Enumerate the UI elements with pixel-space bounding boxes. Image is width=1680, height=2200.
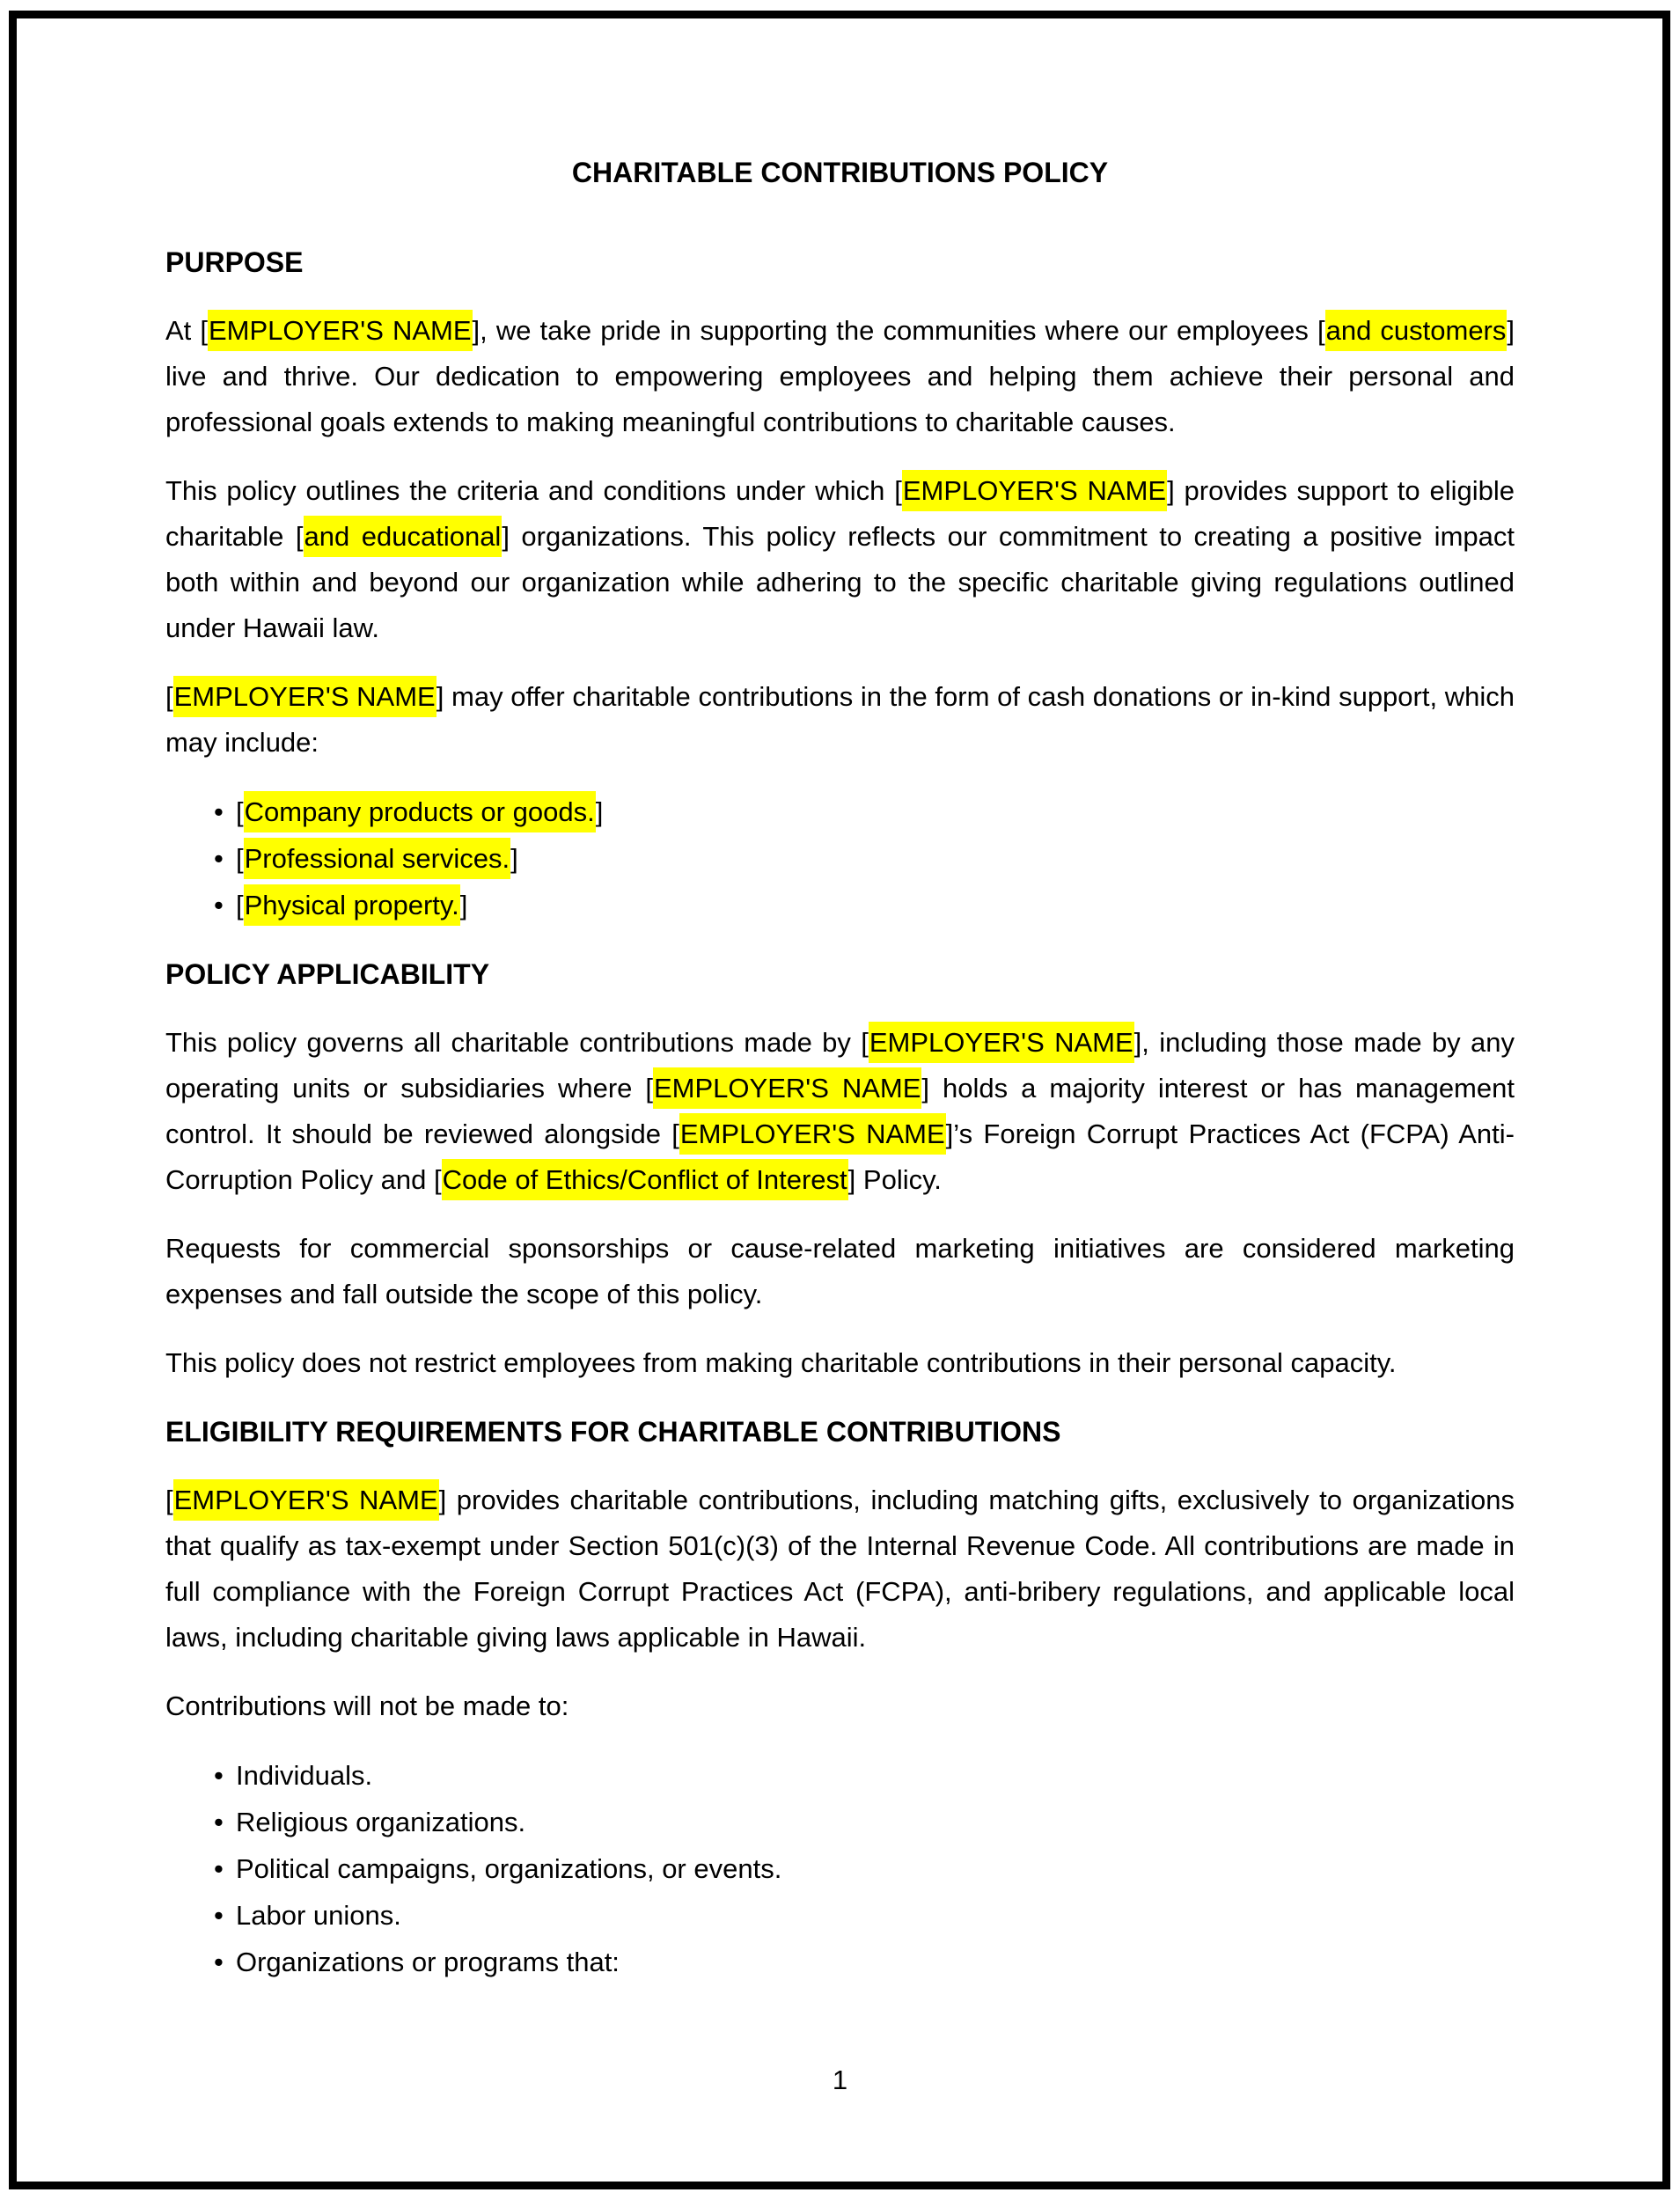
- text-run: ] holds a majority interest or has management control. It should be reviewed alongside [: [165, 1073, 1515, 1149]
- bullet-icon: •: [214, 1760, 224, 1791]
- text-run: At [: [165, 315, 208, 346]
- paragraph: [165, 674, 1515, 766]
- bullet-item: [165, 835, 1515, 882]
- text-run: Religious organizations.: [236, 1807, 526, 1837]
- text-run: ]: [510, 843, 518, 874]
- highlighted-placeholder: Company products or goods.: [244, 791, 596, 832]
- text-run: Individuals.: [236, 1760, 373, 1791]
- highlighted-placeholder: EMPLOYER'S NAME: [208, 310, 473, 351]
- bullet-item: [165, 1845, 1515, 1892]
- paragraph: [165, 468, 1515, 651]
- highlighted-placeholder: and customers: [1325, 310, 1508, 351]
- highlighted-placeholder: EMPLOYER'S NAME: [902, 470, 1167, 511]
- text-run: This policy governs all charitable contributions made by [: [165, 1027, 869, 1058]
- text-run: [: [236, 796, 244, 827]
- text-run: Contributions will not be made to:: [165, 1690, 569, 1721]
- text-run: ] live and thrive. Our dedication to empowering employees and helping them achieve their personal and professional goals extends to making meaningful contributions to charitable causes.: [165, 315, 1515, 437]
- bullet-icon: •: [214, 890, 224, 920]
- bullet-icon: •: [214, 796, 224, 827]
- bullet-icon: •: [214, 1853, 224, 1884]
- text-run: ], we take pride in supporting the communities where our employees [: [472, 315, 1325, 346]
- bullet-item: [165, 788, 1515, 835]
- bullet-item: [165, 882, 1515, 928]
- page-title: CHARITABLE CONTRIBUTIONS POLICY: [571, 157, 1109, 188]
- bullet-item: [165, 1799, 1515, 1845]
- text-run: ] Policy.: [847, 1164, 942, 1195]
- bullet-list: [165, 1752, 1515, 1985]
- text-run: ], including those made by any operating units or subsidiaries where [: [165, 1027, 1515, 1104]
- bullet-item: [165, 1939, 1515, 1985]
- text-run: [: [236, 890, 244, 920]
- section-heading: POLICY APPLICABILITY: [165, 958, 490, 990]
- highlighted-placeholder: EMPLOYER'S NAME: [869, 1022, 1134, 1063]
- bullet-item: [165, 1752, 1515, 1799]
- highlighted-placeholder: Code of Ethics/Conflict of Interest: [442, 1159, 848, 1200]
- text-run: [: [165, 1485, 173, 1515]
- text-run: ]: [595, 796, 604, 827]
- paragraph: [165, 1340, 1515, 1386]
- paragraph: [165, 1020, 1515, 1203]
- bullet-icon: •: [214, 843, 224, 874]
- highlighted-placeholder: Professional services.: [244, 838, 511, 879]
- paragraph: [165, 1226, 1515, 1317]
- highlighted-placeholder: EMPLOYER'S NAME: [173, 1479, 439, 1521]
- highlighted-placeholder: EMPLOYER'S NAME: [653, 1067, 921, 1109]
- paragraph: [165, 1478, 1515, 1661]
- paragraph: [165, 308, 1515, 445]
- paragraph: [165, 1683, 1515, 1729]
- text-run: ] provides charitable contributions, including matching gifts, exclusively to organizations that qualify as tax-exempt under Section 501(c)(3) of the Internal Revenue Code. All contributions are made in full compliance with the Foreign Corrupt Practices Act (FCPA), anti-bribery regulations, and applicable local laws, including charitable giving laws applicable in Hawaii.: [165, 1485, 1515, 1653]
- text-run: Organizations or programs that:: [236, 1947, 620, 1977]
- highlighted-placeholder: and educational: [304, 516, 503, 557]
- document-content: [165, 150, 1515, 2008]
- text-run: ] may offer charitable contributions in the form of cash donations or in-kind support, which may include:: [165, 681, 1515, 758]
- bullet-list: [165, 788, 1515, 928]
- text-run: Requests for commercial sponsorships or cause-related marketing initiatives are considered marketing expenses and fall outside the scope of this policy.: [165, 1233, 1515, 1309]
- text-run: ]’s Foreign Corrupt Practices Act (FCPA) Anti-Corruption Policy and [: [165, 1118, 1515, 1195]
- highlighted-placeholder: Physical property.: [244, 884, 460, 926]
- bullet-item: [165, 1892, 1515, 1939]
- bullet-icon: •: [214, 1807, 224, 1837]
- text-run: ] organizations. This policy reflects our commitment to creating a positive impact both within and beyond our organization while adhering to the specific charitable giving regulations outlined under Hawaii law.: [165, 521, 1515, 643]
- bullet-icon: •: [214, 1900, 224, 1931]
- text-run: ] provides support to eligible charitable [: [165, 475, 1515, 552]
- section-heading: PURPOSE: [165, 246, 304, 278]
- bullet-icon: •: [214, 1947, 224, 1977]
- highlighted-placeholder: EMPLOYER'S NAME: [679, 1113, 946, 1155]
- page-number: 1: [832, 2064, 848, 2095]
- text-run: ]: [459, 890, 468, 920]
- text-run: Labor unions.: [236, 1900, 401, 1931]
- text-run: [: [165, 681, 173, 712]
- text-run: This policy outlines the criteria and conditions under which [: [165, 475, 902, 506]
- document-body: [165, 239, 1515, 1985]
- text-run: This policy does not restrict employees from making charitable contributions in their personal capacity.: [165, 1347, 1397, 1378]
- section-heading: ELIGIBILITY REQUIREMENTS FOR CHARITABLE CONTRIBUTIONS: [165, 1416, 1061, 1448]
- text-run: [: [236, 843, 244, 874]
- text-run: Political campaigns, organizations, or events.: [236, 1853, 782, 1884]
- highlighted-placeholder: EMPLOYER'S NAME: [173, 676, 437, 717]
